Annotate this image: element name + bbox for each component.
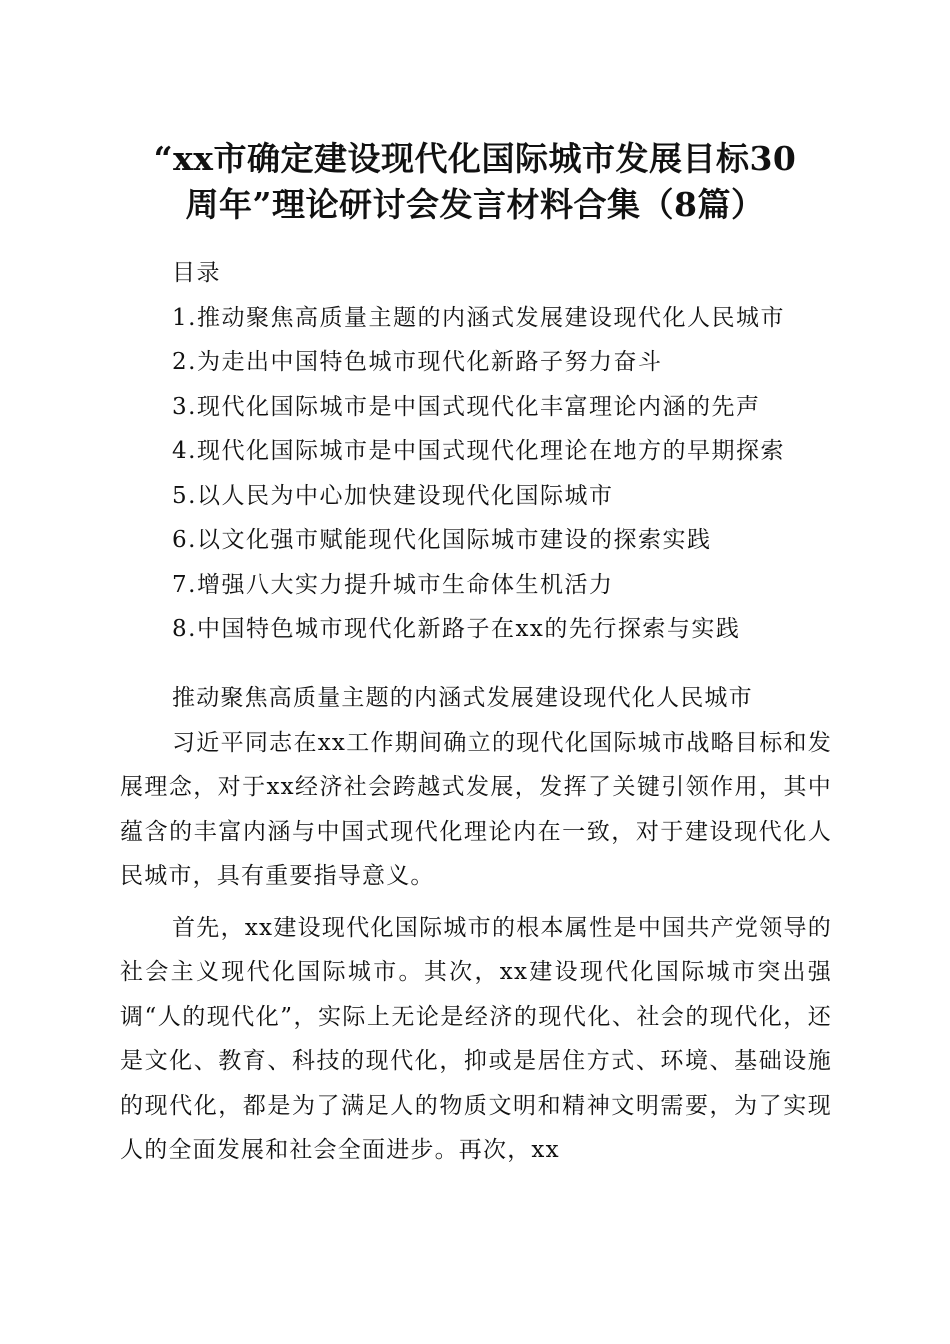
toc-item: 3.现代化国际城市是中国式现代化丰富理论内涵的先声 [172, 393, 761, 420]
toc-item: 4.现代化国际城市是中国式现代化理论在地方的早期探索 [172, 438, 785, 464]
title-line-1: “xx市确定建设现代化国际城市发展目标30 [153, 139, 797, 178]
title-line-2: 周年”理论研讨会发言材料合集（8篇） [185, 185, 765, 224]
toc-item: 8.中国特色城市现代化新路子在xx的先行探索与实践 [172, 616, 741, 642]
toc-item: 7.增强八大实力提升城市生命体生机活力 [172, 571, 614, 598]
table-of-contents [172, 251, 852, 652]
toc-heading: 目录 [172, 260, 221, 286]
article-paragraph: 首先，xx建设现代化国际城市的根本属性是中国共产党领导的社会主义现代化国际城市。其次，xx建设现代化国际城市突出强调“人的现代化”，实际上无论是经济的现代化、社会的现代化，还是文化、教育、科技的现代化，抑或是居住方式、环境、基础设施的现代化，都是为了满足人的物质文明和精神文明需要，为了实现人的全面发展和社会全面进步。再次，xx [120, 914, 832, 1163]
article-body [120, 676, 832, 1173]
toc-item: 1.推动聚焦高质量主题的内涵式发展建设现代化人民城市 [172, 304, 785, 331]
document-title [120, 136, 830, 228]
toc-item: 2.为走出中国特色城市现代化新路子努力奋斗 [172, 349, 663, 375]
toc-item: 6.以文化强市赋能现代化国际城市建设的探索实践 [172, 527, 712, 553]
article-paragraph: 习近平同志在xx工作期间确立的现代化国际城市战略目标和发展理念，对于xx经济社会跨越式发展，发挥了关键引领作用，其中蕴含的丰富内涵与中国式现代化理论内在一致，对于建设现代化人民城市，具有重要指导意义。 [120, 729, 832, 889]
article-title: 推动聚焦高质量主题的内涵式发展建设现代化人民城市 [172, 685, 753, 711]
toc-item: 5.以人民为中心加快建设现代化国际城市 [172, 482, 614, 509]
